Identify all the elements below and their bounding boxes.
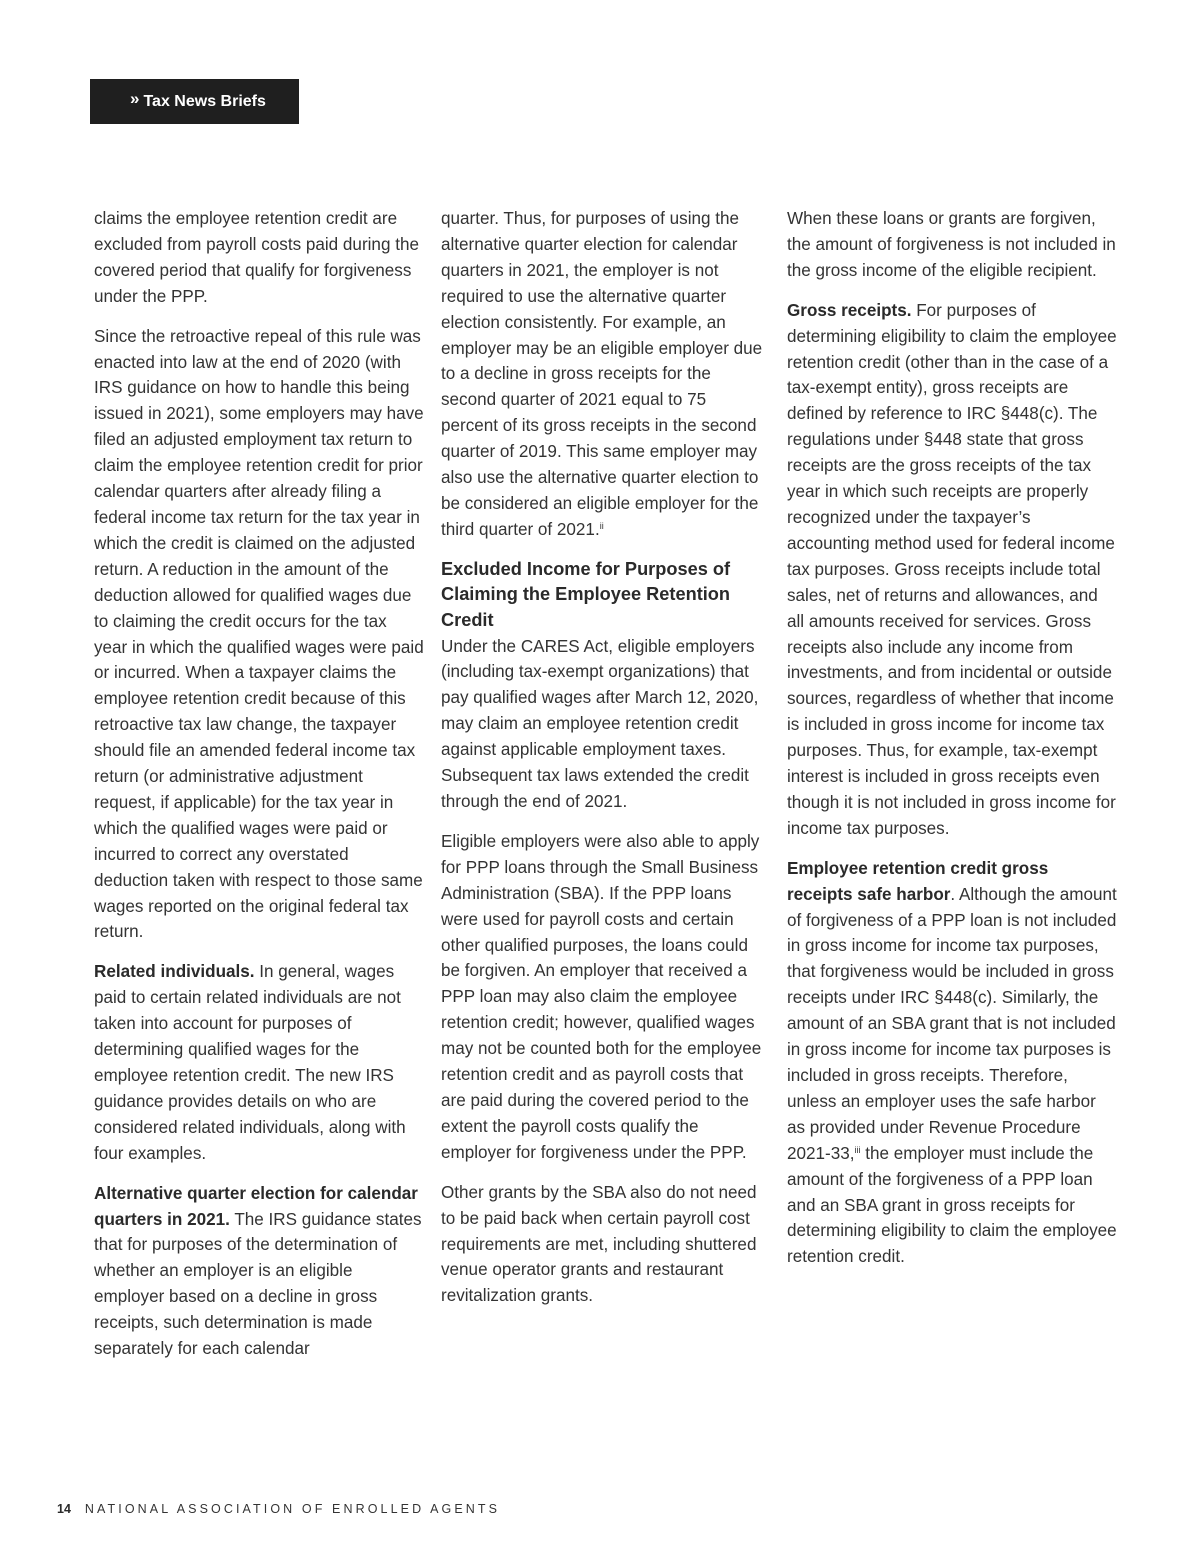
run-in-heading: Employee retention credit gross receipts safe harbor	[787, 858, 1049, 904]
paragraph: Eligible employers were also able to apply for PPP loans through the Small Business Administration (SBA). If the PPP loans were used for payroll costs and certain other qualified purposes, the loans could be forgiven. An employer that received a PPP loan may also claim the employee retention credit; however, qualified wages may not be counted both for the employee retention credit and as payroll costs that are paid during the covered period to the extent the payroll costs qualify the employer for forgiveness under the PPP.	[441, 831, 762, 1162]
article-column-2	[441, 206, 767, 1323]
chevron-right-icon: »	[130, 88, 140, 108]
paragraph: Under the CARES Act, eligible employers (including tax-exempt organizations) that pay qualified wages after March 12, 2020, may claim an employee retention credit against applicable employment taxes. Subsequent tax laws extended the credit through the end of 2021.	[441, 636, 759, 811]
paragraph: quarter. Thus, for purposes of using the alternative quarter election for calendar quarters in 2021, the employer is not required to use the alternative quarter election consistently. For example, an employer may be an eligible employer due to a decline in gross receipts for the second quarter of 2021 equal to 75 percent of its gross receipts in the second quarter of 2019. This same employer may also use the alternative quarter election to be considered an eligible employer for the third quarter of 2021.$^{ii}$	[441, 209, 763, 539]
run-in-heading: Gross receipts.	[787, 300, 912, 320]
paragraph: Alternative quarter election for calendar quarters in 2021. The IRS guidance states that for purposes of the determination of whether an employer is an eligible employer based on a decline in gross receipts, such determination is made separately for each calendar	[94, 1183, 422, 1359]
section-banner-label: Tax News Briefs	[143, 92, 266, 110]
paragraph: claims the employee retention credit are excluded from payroll costs paid during the covered period that qualify for forgiveness under the PPP.	[94, 209, 419, 306]
run-in-heading: Related individuals.	[94, 962, 255, 982]
paragraph: Gross receipts. For purposes of determining eligibility to claim the employee retention credit (other than in the case of a tax-exempt entity), gross receipts are defined by reference to IRC §448(c). The regulations under §448 state that gross receipts are the gross receipts of the tax year in which such receipts are properly recognized under the taxpayer’s accounting method used for federal income tax purposes. Gross receipts include total sales, net of returns and allowances, and all amounts received for services. Gross receipts also include any income from investments, and from incidental or outside sources, regardless of whether that income is included in gross income for income tax purposes. Thus, for example, tax-exempt interest is included in gross receipts even though it is not included in gross income for income tax purposes.	[787, 300, 1117, 838]
endnote-marker: iii	[854, 1144, 861, 1155]
publication-name: NATIONAL ASSOCIATION OF ENROLLED AGENTS	[84, 1502, 501, 1516]
paragraph: Related individuals. In general, wages paid to certain related individuals are not taken into account for purposes of determining qualified wages for the employee retention credit. The new IRS guidance provides details on who are considered related individuals, along with four examples.	[94, 962, 406, 1163]
paragraph: When these loans or grants are forgiven, the amount of forgiveness is not included in the gross income of the eligible recipient.	[787, 209, 1116, 280]
article-column-1	[94, 206, 424, 1376]
page-footer	[57, 1502, 500, 1516]
section-banner	[90, 79, 299, 124]
page-number: 14	[57, 1502, 71, 1516]
paragraph: Employee retention credit gross receipts safe harbor. Although the amount of forgiveness of a PPP loan is not included in gross income for income tax purposes, that forgiveness would be included in gross receipts under IRC §448(c). Similarly, the amount of an SBA grant that is not included in gross income for income tax purposes is included in gross receipts. Therefore, unless an employer uses the safe harbor as provided under Revenue Procedure 2021-33,$^{iii}$ the employer must include the amount of the forgiveness of a PPP loan and an SBA grant in gross receipts for determining eligibility to claim the employee retention credit.	[787, 858, 1117, 1267]
article-column-3	[787, 206, 1117, 1284]
paragraph: Since the retroactive repeal of this rule was enacted into law at the end of 2020 (with IRS guidance on how to handle this being issued in 2021), some employers may have filed an adjusted employment tax return to claim the employee retention credit for prior calendar quarters after already filing a federal income tax return for the tax year in which the credit is claimed on the adjusted return. A reduction in the amount of the deduction allowed for qualified wages due to claiming the credit occurs for the tax year in which the qualified wages were paid or incurred. When a taxpayer claims the employee retention credit because of this retroactive tax law change, the taxpayer should file an amended federal income tax return (or administrative adjustment request, if applicable) for the tax year in which the qualified wages were paid or incurred to correct any overstated deduction taken with respect to those same wages reported on the original federal tax return.	[94, 326, 424, 942]
endnote-marker: ii	[599, 520, 604, 531]
paragraph: Other grants by the SBA also do not need to be paid back when certain payroll cost requirements are met, including shuttered venue operator grants and restaurant revitalization grants.	[441, 1182, 757, 1306]
run-in-heading: Alternative quarter election for calendar quarters in 2021.	[94, 1183, 418, 1229]
section-heading: Excluded Income for Purposes of Claiming the Employee Retention Credit	[441, 558, 731, 630]
